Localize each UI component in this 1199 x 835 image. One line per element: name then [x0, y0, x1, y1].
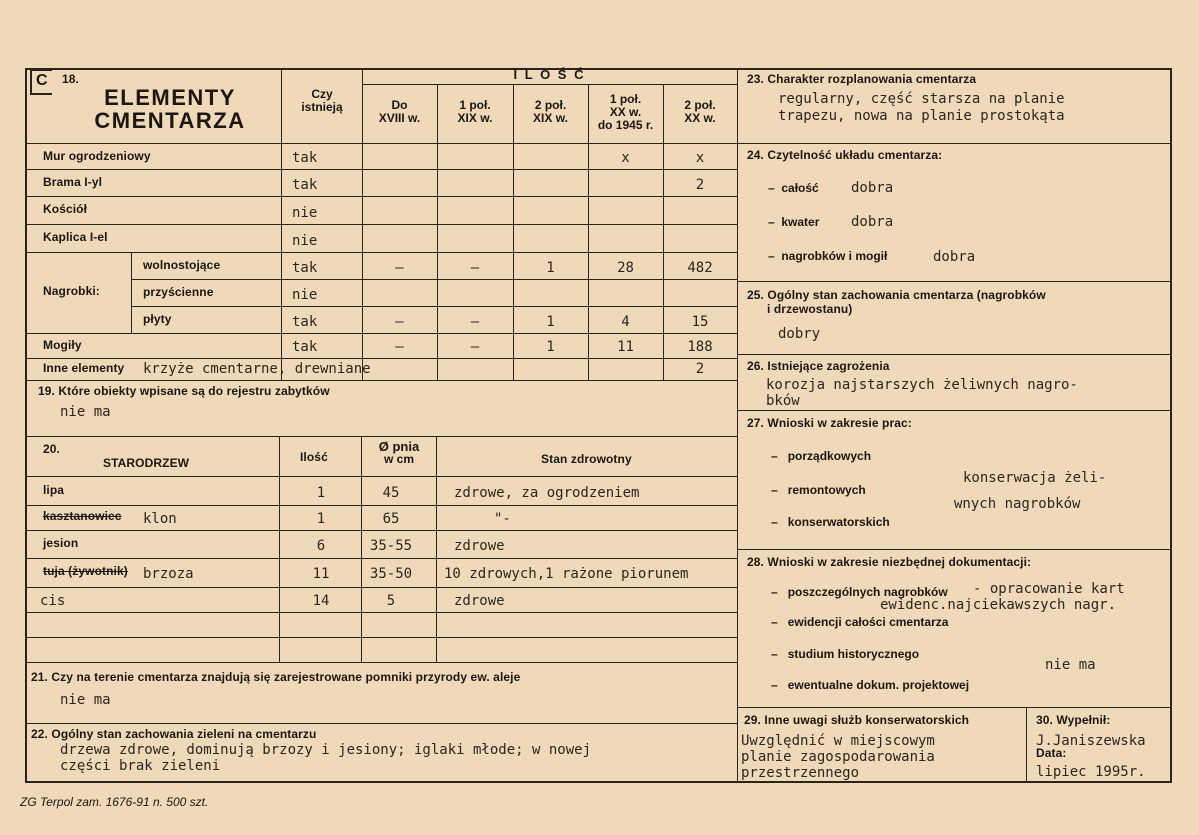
period-header	[663, 99, 737, 125]
period-header-line: XIX w.	[533, 111, 568, 125]
section-28-typed-line1: - opracowanie kart	[973, 581, 1125, 597]
element-exists-value: tak	[292, 260, 318, 276]
legibility-quarters-label: – kwater	[768, 215, 820, 229]
section-21-value: nie ma	[60, 692, 111, 708]
element-exists-value: nie	[292, 287, 318, 303]
tree-health: 10 zdrowych,1 rażone piorunem	[444, 566, 689, 582]
starodrzew-title: STARODRZEW	[103, 456, 190, 470]
element-label: Brama I-yl	[43, 175, 103, 189]
element-period-count: 482	[687, 260, 713, 276]
tree-quantity: 1	[316, 511, 326, 527]
period-header	[513, 99, 588, 125]
section-30-label: 30. Wypełnił:	[1036, 713, 1111, 727]
element-exists-value: tak	[292, 314, 318, 330]
exists-header	[283, 88, 361, 114]
period-header-line: do 1945 r.	[597, 118, 654, 132]
element-period-count: –	[395, 260, 404, 276]
element-label: przyścienne	[143, 285, 214, 299]
tree-species-printed: tuja (żywotnik)	[43, 564, 128, 578]
elements-title-line2: CMENTARZA	[94, 108, 246, 133]
element-period-count: 28	[617, 260, 634, 276]
trees-diameter-header	[362, 440, 436, 466]
section-25-label-line2: i drzewostanu)	[767, 302, 853, 316]
trees-health-header: Stan zdrowotny	[541, 452, 632, 466]
element-exists-value: tak	[292, 150, 318, 166]
elements-title-line1: ELEMENTY	[104, 85, 236, 110]
element-period-count: 188	[687, 339, 713, 355]
tree-health: zdrowe, za ogrodzeniem	[454, 485, 640, 501]
tree-health: zdrowe	[454, 538, 505, 554]
tree-quantity: 14	[312, 593, 330, 609]
element-label: Mogiły	[43, 338, 82, 352]
tree-species-printed: lipa	[43, 483, 65, 497]
section-21-label: 21. Czy na terenie cmentarza znajdują się zarejestrowane pomniki przyrody ew. aleje	[31, 670, 521, 684]
tree-diameter: 35-55	[369, 538, 413, 554]
element-period-count: 2	[695, 177, 705, 193]
tree-diameter: 65	[382, 511, 400, 527]
section-25-value: dobry	[778, 326, 821, 342]
period-header-line: XX w.	[609, 105, 642, 119]
trees-qty-header: Ilość	[300, 450, 328, 464]
section-19-value: nie ma	[60, 404, 111, 420]
section-29-line3: przestrzennego	[741, 765, 860, 781]
tree-quantity: 1	[316, 485, 326, 501]
legibility-graves-label: – nagrobków i mogił	[768, 249, 888, 263]
section-27-label: 27. Wnioski w zakresie prac:	[747, 416, 912, 430]
element-period-count: 1	[546, 260, 555, 276]
section-25-label-line1: 25. Ogólny stan zachowania cmentarza (nagrobków	[747, 288, 1046, 302]
element-label: wolnostojące	[143, 258, 221, 272]
tree-species-typed: brzoza	[143, 566, 194, 582]
section-26-label: 26. Istniejące zagrożenia	[747, 359, 890, 373]
element-label: Mur ogrodzeniowy	[43, 149, 151, 163]
element-period-count: 15	[691, 314, 709, 330]
exists-header-line1: Czy	[311, 87, 333, 101]
legibility-quarters-value: dobra	[851, 214, 894, 230]
section-24-label: 24. Czytelność układu cmentarza:	[747, 148, 943, 162]
tree-diameter: 45	[382, 485, 400, 501]
section-22-line1: drzewa zdrowe, dominują brzozy i jesiony; iglaki młode; w nowej	[60, 742, 592, 758]
trees-diameter-header-line1: Ø pnia	[378, 439, 420, 454]
works-item-ordering: – porządkowych	[771, 449, 872, 463]
docs-item-project: – ewentualne dokum. projektowej	[771, 678, 970, 692]
legibility-whole-label: – całość	[768, 181, 819, 195]
element-exists-value: tak	[292, 339, 318, 355]
element-period-count: 11	[617, 339, 634, 355]
section-23-line2: trapezu, nowa na planie prostokąta	[778, 108, 1065, 124]
element-exists-value: krzyże cmentarne, drewniane	[143, 361, 371, 377]
legibility-graves-value: dobra	[933, 249, 976, 265]
element-period-count: x	[621, 150, 630, 166]
trees-diameter-header-line2: w cm	[383, 452, 414, 466]
element-period-count: 1	[546, 339, 555, 355]
element-period-count: –	[395, 339, 404, 355]
tree-species-typed: cis	[40, 593, 66, 609]
section-28-typed-line3: nie ma	[1045, 657, 1096, 673]
tree-diameter: 5	[386, 593, 396, 609]
date-value: lipiec 1995r.	[1036, 764, 1146, 780]
period-header-line: 2 poł.	[534, 98, 567, 112]
element-period-count: –	[470, 314, 480, 330]
section-28-typed-line2: ewidenc.najciekawszych nagr.	[880, 597, 1117, 613]
element-period-count: –	[470, 260, 480, 276]
period-header-line: 1 poł.	[609, 92, 642, 106]
element-period-count: x	[695, 150, 705, 166]
element-label: Inne elementy	[43, 361, 125, 375]
section-20-number: 20.	[43, 442, 60, 456]
section-29-label: 29. Inne uwagi służb konserwatorskich	[744, 713, 970, 727]
date-label: Data:	[1036, 746, 1067, 760]
section-23-label: 23. Charakter rozplanowania cmentarza	[747, 72, 977, 86]
section-23-line1: regularny, część starsza na planie	[778, 91, 1065, 107]
element-exists-value: tak	[292, 177, 318, 193]
printer-imprint: ZG Terpol zam. 1676-91 n. 500 szt.	[20, 795, 209, 809]
element-period-count: 2	[695, 361, 705, 377]
works-item-repair: – remontowych	[771, 483, 866, 497]
tree-species-printed: jesion	[43, 536, 79, 550]
element-period-count: –	[470, 339, 480, 355]
period-header	[437, 99, 513, 125]
section-26-line2: bków	[766, 393, 800, 409]
filled-by-name: J.Janiszewska	[1036, 733, 1146, 749]
docs-item-records: – ewidencji całości cmentarza	[771, 615, 949, 629]
element-period-count: –	[395, 314, 404, 330]
section-27-line2: wnych nagrobków	[954, 496, 1081, 512]
tree-quantity: 6	[316, 538, 326, 554]
period-header-line: Do	[391, 98, 408, 112]
element-exists-value: nie	[292, 233, 318, 249]
section-29-line1: Uwzględnić w miejscowym	[741, 733, 935, 749]
works-item-conservation: – konserwatorskich	[771, 515, 890, 529]
period-header-line: 2 poł.	[684, 98, 716, 112]
section-22-label: 22. Ogólny stan zachowania zieleni na cmentarzu	[31, 727, 317, 741]
element-period-count: 4	[621, 314, 630, 330]
legibility-whole-value: dobra	[851, 180, 894, 196]
section-c-mark	[30, 69, 52, 95]
element-exists-value: nie	[292, 205, 318, 221]
element-label: płyty	[143, 312, 172, 326]
nagrobki-label: Nagrobki:	[43, 284, 100, 298]
tree-diameter: 35-50	[369, 566, 413, 582]
element-period-count: 1	[546, 314, 555, 330]
period-header-line: XIX w.	[457, 111, 493, 125]
docs-item-graves: – poszczególnych nagrobków	[771, 585, 948, 599]
tree-health: "-	[494, 511, 511, 527]
period-header-line: XVIII w.	[378, 111, 421, 125]
section-18-number: 18.	[62, 72, 79, 86]
section-28-label: 28. Wnioski w zakresie niezbędnej dokumentacji:	[747, 555, 1032, 569]
tree-species-typed: klon	[143, 511, 177, 527]
tree-species-printed: kasztanowiec	[43, 509, 122, 523]
period-header-line: 1 poł.	[459, 98, 491, 112]
element-label: Kaplica I-el	[43, 230, 108, 244]
tree-health: zdrowe	[454, 593, 505, 609]
period-header	[588, 93, 663, 132]
section-27-line1: konserwacja żeli-	[963, 470, 1107, 486]
section-19-label: 19. Które obiekty wpisane są do rejestru zabytków	[38, 384, 330, 398]
period-header-line: XX w.	[684, 111, 716, 125]
exists-header-line2: istnieją	[301, 100, 343, 114]
element-label: Kościół	[43, 202, 88, 216]
section-22-line2: części brak zieleni	[60, 758, 221, 774]
section-26-line1: korozja najstarszych żeliwnych nagro-	[766, 377, 1078, 393]
period-header	[362, 99, 437, 125]
docs-item-history: – studium historycznego	[771, 647, 920, 661]
section-29-line2: planie zagospodarowania	[741, 749, 935, 765]
tree-quantity: 11	[312, 566, 330, 582]
quantity-header: I L O Ś Ć	[513, 67, 586, 82]
section-c-letter: C	[36, 72, 48, 89]
